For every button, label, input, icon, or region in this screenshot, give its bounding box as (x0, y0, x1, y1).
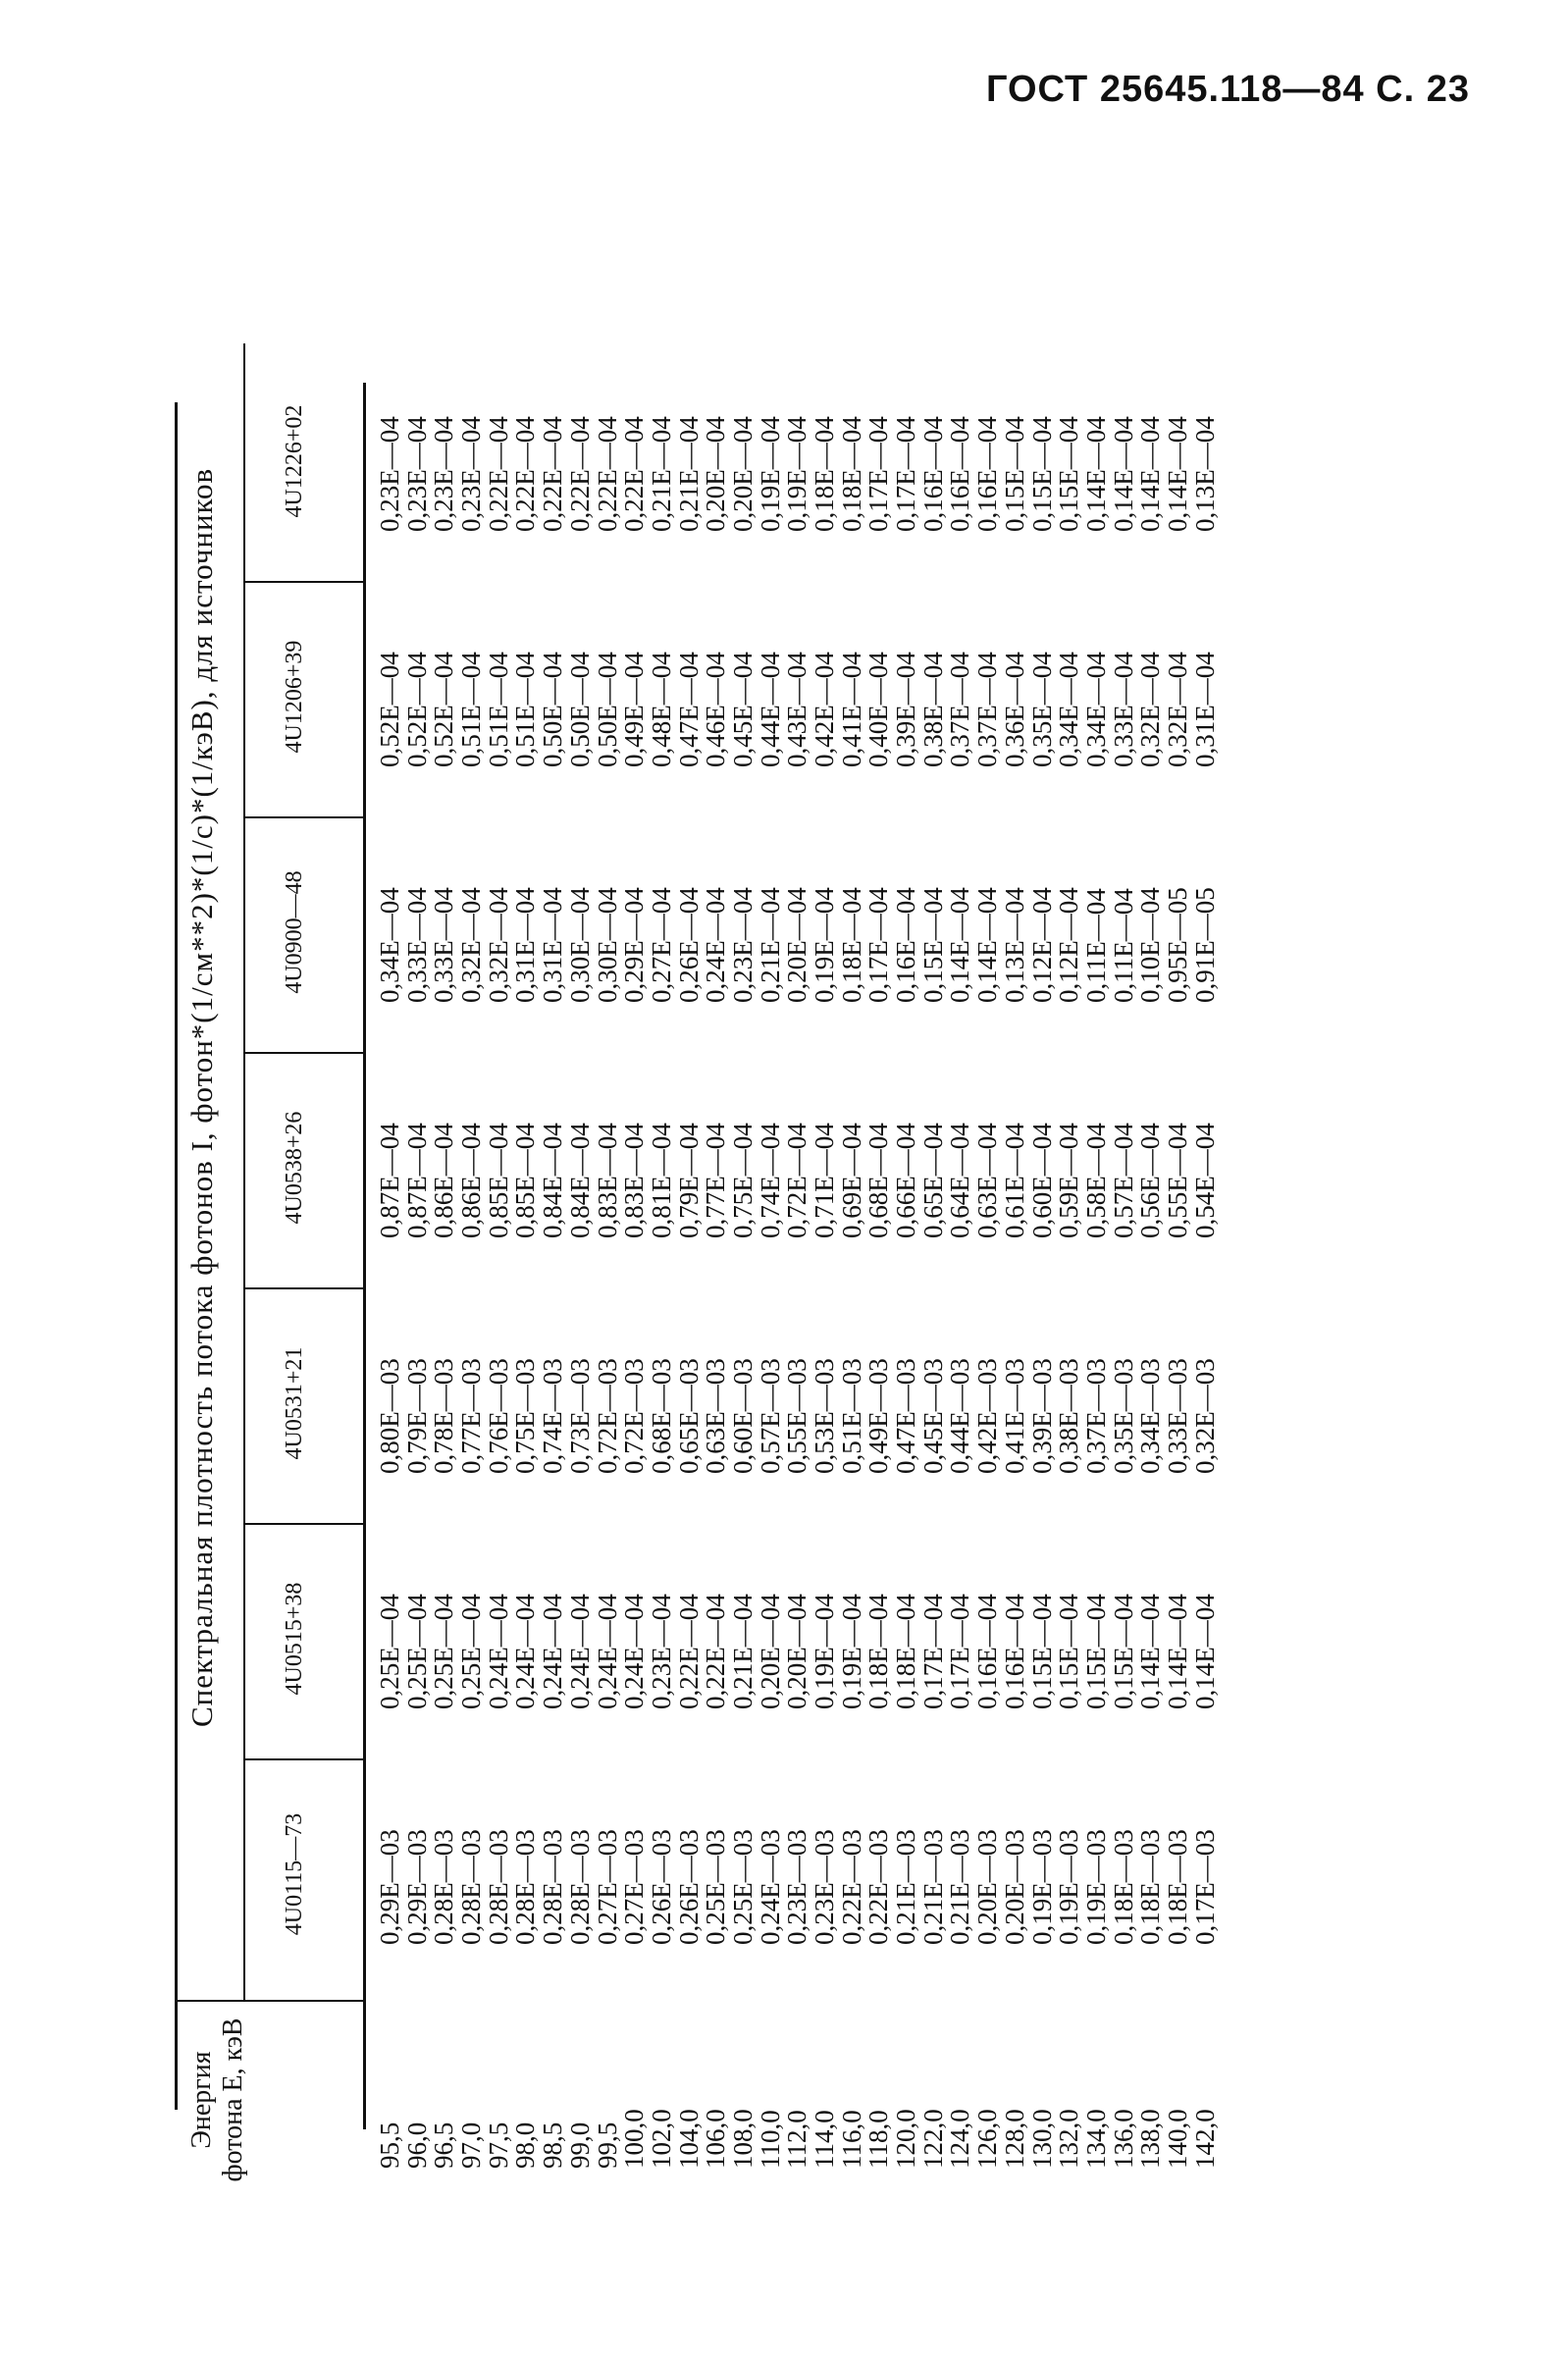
table-cell: 0,95E—05 (1162, 887, 1192, 1003)
table-cell: 0,22E—03 (836, 1829, 866, 1945)
table-cell: 0,21E—04 (646, 416, 676, 532)
source-column-header: 4U0515+38 (282, 1582, 307, 1696)
table-cell: 0,83E—04 (592, 1123, 622, 1238)
table-cell: 0,20E—04 (782, 1594, 812, 1709)
table-cell: 0,58E—04 (1080, 1123, 1111, 1238)
table-cell: 0,19E—03 (1026, 1829, 1057, 1945)
energy-cell: 95,5 (375, 2122, 404, 2169)
source-column-header: 4U1226+02 (282, 404, 307, 518)
table-cell: 0,22E—04 (592, 416, 622, 532)
table-cell: 0,19E—04 (810, 887, 839, 1003)
table-cell: 0,74E—03 (538, 1358, 568, 1474)
table-cell: 0,24E—04 (564, 1594, 595, 1709)
energy-cell: 134,0 (1080, 2109, 1111, 2169)
table-cell: 0,49E—04 (619, 652, 650, 767)
table-cell: 0,32E—04 (1162, 652, 1192, 767)
table-cell: 0,72E—03 (592, 1358, 622, 1474)
table-cell: 0,15E—04 (999, 416, 1029, 532)
table-cell: 0,18E—04 (836, 887, 866, 1003)
table-cell: 0,27E—03 (619, 1829, 650, 1945)
table-cell: 0,11E—04 (1108, 888, 1138, 1003)
table-cell: 0,66E—04 (891, 1123, 921, 1238)
source-column-header: 4U0531+21 (282, 1346, 307, 1460)
table-cell: 0,74E—04 (755, 1123, 785, 1238)
table-cell: 0,16E—04 (917, 416, 948, 532)
table-cell: 0,19E—04 (836, 1594, 866, 1709)
table-cell: 0,10E—04 (1135, 887, 1166, 1003)
table-cell: 0,23E—04 (401, 416, 432, 532)
table-cell: 0,45E—04 (727, 652, 758, 767)
energy-column-divider (175, 2000, 363, 2002)
table-cell: 0,24E—04 (538, 1594, 568, 1709)
table-cell: 0,72E—03 (619, 1358, 650, 1474)
table-cell: 0,14E—04 (1080, 416, 1111, 532)
table-cell: 0,14E—04 (1162, 1594, 1192, 1709)
table-cell: 0,28E—03 (456, 1829, 487, 1945)
energy-cell: 108,0 (727, 2109, 758, 2169)
table-cell: 0,65E—04 (917, 1123, 948, 1238)
table-cell: 0,35E—03 (1108, 1358, 1138, 1474)
rotated-table (157, 343, 1491, 2188)
table-cell: 0,28E—03 (510, 1829, 541, 1945)
table-cell: 0,29E—03 (401, 1829, 432, 1945)
table-cell: 0,21E—04 (755, 887, 785, 1003)
table-cell: 0,20E—04 (701, 416, 731, 532)
energy-cell: 132,0 (1054, 2109, 1084, 2169)
source-column-header: 4U1206+39 (282, 640, 307, 754)
table-cell: 0,86E—04 (429, 1123, 459, 1238)
table-cell: 0,39E—04 (891, 652, 921, 767)
table-cell: 0,71E—04 (810, 1123, 839, 1238)
table-cell: 0,69E—04 (836, 1123, 866, 1238)
table-cell: 0,25E—04 (429, 1594, 459, 1709)
table-cell: 0,17E—03 (1189, 1829, 1220, 1945)
table-cell: 0,37E—04 (972, 652, 1003, 767)
table-cell: 0,42E—04 (810, 652, 839, 767)
table-cell: 0,36E—04 (999, 652, 1029, 767)
table-cell: 0,28E—03 (538, 1829, 568, 1945)
table-cell: 0,15E—04 (1054, 1594, 1084, 1709)
table-cell: 0,51E—03 (836, 1358, 866, 1474)
table-cell: 0,79E—03 (401, 1358, 432, 1474)
source-column-header: 4U0538+26 (282, 1111, 307, 1225)
table-cell: 0,24E—04 (701, 887, 731, 1003)
table-cell: 0,75E—03 (510, 1358, 541, 1474)
energy-cell: 120,0 (891, 2109, 921, 2169)
table-cell: 0,28E—03 (483, 1829, 513, 1945)
table-cell: 0,16E—04 (891, 887, 921, 1003)
table-cell: 0,29E—03 (375, 1829, 404, 1945)
table-cell: 0,18E—03 (1135, 1829, 1166, 1945)
span-header: Спектральная плотность потока фотонов I, фотон*(1/см**2)*(1/с)*(1/кэВ), для источников (184, 467, 219, 1727)
table-cell: 0,47E—04 (673, 652, 704, 767)
table-cell: 0,20E—04 (727, 416, 758, 532)
energy-cell: 122,0 (917, 2109, 948, 2169)
table-cell: 0,60E—04 (1026, 1123, 1057, 1238)
span-header-rule (243, 343, 245, 2002)
table-cell: 0,16E—04 (972, 1594, 1003, 1709)
table-cell: 0,40E—04 (863, 652, 894, 767)
table-cell: 0,15E—04 (917, 887, 948, 1003)
table-cell: 0,16E—04 (945, 416, 975, 532)
table-cell: 0,85E—04 (483, 1123, 513, 1238)
table-cell: 0,49E—03 (863, 1358, 894, 1474)
column-divider (245, 1523, 363, 1525)
table-cell: 0,15E—04 (1054, 416, 1084, 532)
table-cell: 0,33E—03 (1162, 1358, 1192, 1474)
table-cell: 0,20E—04 (755, 1594, 785, 1709)
table-cell: 0,12E—04 (1054, 887, 1084, 1003)
table-cell: 0,18E—04 (836, 416, 866, 532)
table-cell: 0,51E—04 (483, 652, 513, 767)
table-cell: 0,21E—04 (673, 416, 704, 532)
table-cell: 0,81E—04 (646, 1123, 676, 1238)
source-data-column (377, 1022, 1219, 1238)
table-cell: 0,16E—04 (972, 416, 1003, 532)
source-data-column (377, 316, 1219, 532)
table-cell: 0,22E—03 (863, 1829, 894, 1945)
table-cell: 0,18E—04 (863, 1594, 894, 1709)
table-cell: 0,21E—04 (727, 1594, 758, 1709)
table-cell: 0,17E—04 (891, 416, 921, 532)
table-cell: 0,25E—04 (375, 1594, 404, 1709)
energy-cell: 124,0 (945, 2109, 975, 2169)
table-cell: 0,14E—04 (972, 887, 1003, 1003)
table-cell: 0,47E—03 (891, 1358, 921, 1474)
table-cell: 0,28E—03 (429, 1829, 459, 1945)
table-cell: 0,63E—03 (701, 1358, 731, 1474)
table-cell: 0,18E—03 (1108, 1829, 1138, 1945)
table-cell: 0,50E—04 (592, 652, 622, 767)
energy-cell: 116,0 (836, 2110, 866, 2169)
table-cell: 0,51E—04 (456, 652, 487, 767)
table-cell: 0,57E—03 (755, 1358, 785, 1474)
table-cell: 0,32E—04 (483, 887, 513, 1003)
table-cell: 0,51E—04 (510, 652, 541, 767)
source-data-column (377, 1493, 1219, 1709)
table-cell: 0,91E—05 (1189, 887, 1220, 1003)
table-cell: 0,55E—03 (782, 1358, 812, 1474)
table-cell: 0,14E—04 (1135, 416, 1166, 532)
table-cell: 0,45E—03 (917, 1358, 948, 1474)
spectral-density-table (157, 343, 1491, 2188)
column-divider (245, 1287, 363, 1289)
table-cell: 0,20E—03 (972, 1829, 1003, 1945)
table-cell: 0,65E—03 (673, 1358, 704, 1474)
table-cell: 0,27E—03 (592, 1829, 622, 1945)
table-cell: 0,18E—04 (810, 416, 839, 532)
energy-cell: 136,0 (1108, 2109, 1138, 2169)
table-cell: 0,48E—04 (646, 652, 676, 767)
table-cell: 0,16E—04 (999, 1594, 1029, 1709)
table-cell: 0,25E—03 (727, 1829, 758, 1945)
energy-cell: 99,0 (564, 2122, 595, 2169)
table-cell: 0,27E—04 (646, 887, 676, 1003)
table-cell: 0,23E—04 (375, 416, 404, 532)
table-cell: 0,77E—04 (701, 1123, 731, 1238)
table-cell: 0,28E—03 (564, 1829, 595, 1945)
energy-cell: 97,0 (456, 2122, 487, 2169)
table-cell: 0,22E—04 (673, 1594, 704, 1709)
table-cell: 0,15E—04 (1026, 1594, 1057, 1709)
table-cell: 0,41E—04 (836, 652, 866, 767)
table-cell: 0,26E—03 (646, 1829, 676, 1945)
column-divider (245, 581, 363, 583)
table-cell: 0,30E—04 (592, 887, 622, 1003)
table-cell: 0,33E—04 (1108, 652, 1138, 767)
table-cell: 0,37E—03 (1080, 1358, 1111, 1474)
source-column-header: 4U0115—73 (282, 1812, 307, 1936)
column-divider (245, 1052, 363, 1054)
table-cell: 0,68E—03 (646, 1358, 676, 1474)
table-cell: 0,79E—04 (673, 1123, 704, 1238)
table-cell: 0,18E—04 (891, 1594, 921, 1709)
table-cell: 0,32E—04 (1135, 652, 1166, 767)
table-cell: 0,33E—04 (401, 887, 432, 1003)
source-data-column (377, 1729, 1219, 1945)
table-top-rule (175, 402, 178, 2110)
table-cell: 0,25E—03 (701, 1829, 731, 1945)
table-cell: 0,12E—04 (1026, 887, 1057, 1003)
table-cell: 0,35E—04 (1026, 652, 1057, 767)
table-cell: 0,20E—03 (999, 1829, 1029, 1945)
table-cell: 0,52E—04 (429, 652, 459, 767)
table-cell: 0,63E—04 (972, 1123, 1003, 1238)
table-cell: 0,32E—04 (456, 887, 487, 1003)
table-cell: 0,11E—04 (1080, 888, 1111, 1003)
table-cell: 0,30E—04 (564, 887, 595, 1003)
table-cell: 0,22E—04 (538, 416, 568, 532)
table-cell: 0,53E—03 (810, 1358, 839, 1474)
table-cell: 0,46E—04 (701, 652, 731, 767)
table-cell: 0,23E—04 (646, 1594, 676, 1709)
column-divider (245, 1758, 363, 1760)
table-cell: 0,23E—03 (782, 1829, 812, 1945)
table-cell: 0,21E—03 (917, 1829, 948, 1945)
table-cell: 0,39E—03 (1026, 1358, 1057, 1474)
table-cell: 0,17E—04 (863, 887, 894, 1003)
table-cell: 0,14E—04 (1135, 1594, 1166, 1709)
table-cell: 0,15E—04 (1026, 416, 1057, 532)
table-cell: 0,13E—04 (1189, 416, 1220, 532)
energy-cell: 96,0 (401, 2122, 432, 2169)
table-cell: 0,20E—04 (782, 887, 812, 1003)
table-cell: 0,24E—04 (619, 1594, 650, 1709)
table-cell: 0,22E—04 (564, 416, 595, 532)
table-cell: 0,23E—04 (429, 416, 459, 532)
table-cell: 0,37E—04 (945, 652, 975, 767)
table-cell: 0,21E—03 (945, 1829, 975, 1945)
table-cell: 0,43E—04 (782, 652, 812, 767)
table-cell: 0,19E—04 (755, 416, 785, 532)
table-cell: 0,17E—04 (863, 416, 894, 532)
table-cell: 0,86E—04 (456, 1123, 487, 1238)
energy-cell: 126,0 (972, 2109, 1003, 2169)
table-cell: 0,14E—04 (1162, 416, 1192, 532)
table-cell: 0,14E—04 (1108, 416, 1138, 532)
table-cell: 0,72E—04 (782, 1123, 812, 1238)
table-cell: 0,24E—04 (592, 1594, 622, 1709)
table-cell: 0,64E—04 (945, 1123, 975, 1238)
table-cell: 0,50E—04 (538, 652, 568, 767)
energy-cell: 98,0 (510, 2122, 541, 2169)
table-cell: 0,55E—04 (1162, 1123, 1192, 1238)
table-cell: 0,18E—03 (1162, 1829, 1192, 1945)
table-cell: 0,23E—04 (727, 887, 758, 1003)
table-cell: 0,31E—04 (1189, 652, 1220, 767)
table-cell: 0,57E—04 (1108, 1123, 1138, 1238)
table-cell: 0,61E—04 (999, 1123, 1029, 1238)
table-cell: 0,17E—04 (917, 1594, 948, 1709)
table-cell: 0,83E—04 (619, 1123, 650, 1238)
table-cell: 0,31E—04 (538, 887, 568, 1003)
table-cell: 0,22E—04 (619, 416, 650, 532)
energy-cell: 138,0 (1135, 2109, 1166, 2169)
table-cell: 0,29E—04 (619, 887, 650, 1003)
energy-cell: 142,0 (1189, 2109, 1220, 2169)
energy-cell: 97,5 (483, 2122, 513, 2169)
table-cell: 0,60E—03 (727, 1358, 758, 1474)
table-cell: 0,85E—04 (510, 1123, 541, 1238)
table-cell: 0,52E—04 (375, 652, 404, 767)
table-cell: 0,23E—04 (456, 416, 487, 532)
table-cell: 0,19E—04 (810, 1594, 839, 1709)
table-cell: 0,22E—04 (701, 1594, 731, 1709)
energy-cell: 98,5 (538, 2122, 568, 2169)
table-cell: 0,87E—04 (375, 1123, 404, 1238)
table-cell: 0,33E—04 (429, 887, 459, 1003)
table-cell: 0,34E—04 (375, 887, 404, 1003)
table-cell: 0,73E—03 (564, 1358, 595, 1474)
table-cell: 0,25E—04 (401, 1594, 432, 1709)
table-cell: 0,14E—04 (1189, 1594, 1220, 1709)
table-cell: 0,14E—04 (945, 887, 975, 1003)
energy-cell: 99,5 (592, 2122, 622, 2169)
energy-column (377, 2021, 1219, 2169)
table-cell: 0,87E—04 (401, 1123, 432, 1238)
table-cell: 0,32E—03 (1189, 1358, 1220, 1474)
table-cell: 0,68E—04 (863, 1123, 894, 1238)
table-cell: 0,24E—04 (483, 1594, 513, 1709)
table-cell: 0,80E—03 (375, 1358, 404, 1474)
table-cell: 0,19E—03 (1054, 1829, 1084, 1945)
table-cell: 0,19E—03 (1080, 1829, 1111, 1945)
table-cell: 0,38E—03 (1054, 1358, 1084, 1474)
energy-cell: 96,5 (429, 2122, 459, 2169)
table-cell: 0,15E—04 (1108, 1594, 1138, 1709)
header-bottom-rule (363, 383, 366, 2129)
table-cell: 0,41E—03 (999, 1358, 1029, 1474)
table-cell: 0,24E—04 (510, 1594, 541, 1709)
energy-cell: 128,0 (999, 2109, 1029, 2169)
energy-cell: 100,0 (619, 2109, 650, 2169)
table-cell: 0,54E—04 (1189, 1123, 1220, 1238)
energy-cell: 114,0 (810, 2110, 839, 2169)
table-cell: 0,38E—04 (917, 652, 948, 767)
energy-cell: 130,0 (1026, 2109, 1057, 2169)
table-cell: 0,34E—04 (1054, 652, 1084, 767)
table-cell: 0,44E—03 (945, 1358, 975, 1474)
table-cell: 0,31E—04 (510, 887, 541, 1003)
energy-cell: 110,0 (755, 2110, 785, 2169)
table-cell: 0,22E—04 (510, 416, 541, 532)
table-cell: 0,19E—04 (782, 416, 812, 532)
table-cell: 0,52E—04 (401, 652, 432, 767)
source-data-column (377, 787, 1219, 1003)
page-header: ГОСТ 25645.118—84 С. 23 (985, 69, 1470, 110)
table-cell: 0,26E—03 (673, 1829, 704, 1945)
table-cell: 0,15E—04 (1080, 1594, 1111, 1709)
table-cell: 0,84E—04 (564, 1123, 595, 1238)
table-cell: 0,56E—04 (1135, 1123, 1166, 1238)
table-cell: 0,22E—04 (483, 416, 513, 532)
source-column-header: 4U0900—48 (282, 870, 307, 994)
table-cell: 0,44E—04 (755, 652, 785, 767)
table-cell: 0,78E—03 (429, 1358, 459, 1474)
table-cell: 0,76E—03 (483, 1358, 513, 1474)
table-cell: 0,84E—04 (538, 1123, 568, 1238)
energy-cell: 118,0 (863, 2110, 894, 2169)
table-cell: 0,34E—04 (1080, 652, 1111, 767)
table-cell: 0,13E—04 (999, 887, 1029, 1003)
energy-cell: 106,0 (701, 2109, 731, 2169)
source-data-column (377, 551, 1219, 767)
table-cell: 0,59E—04 (1054, 1123, 1084, 1238)
energy-cell: 140,0 (1162, 2109, 1192, 2169)
table-cell: 0,21E—03 (891, 1829, 921, 1945)
table-cell: 0,42E—03 (972, 1358, 1003, 1474)
table-cell: 0,26E—04 (673, 887, 704, 1003)
table-cell: 0,50E—04 (564, 652, 595, 767)
energy-cell: 104,0 (673, 2109, 704, 2169)
table-cell: 0,25E—04 (456, 1594, 487, 1709)
table-cell: 0,75E—04 (727, 1123, 758, 1238)
table-cell: 0,23E—03 (810, 1829, 839, 1945)
energy-column-header: Энергия фотона E, кэВ (186, 2017, 248, 2182)
energy-cell: 102,0 (646, 2109, 676, 2169)
column-divider (245, 816, 363, 818)
energy-cell: 112,0 (782, 2110, 812, 2169)
table-cell: 0,34E—03 (1135, 1358, 1166, 1474)
source-data-column (377, 1258, 1219, 1474)
table-cell: 0,77E—03 (456, 1358, 487, 1474)
table-cell: 0,17E—04 (945, 1594, 975, 1709)
table-cell: 0,24E—03 (755, 1829, 785, 1945)
